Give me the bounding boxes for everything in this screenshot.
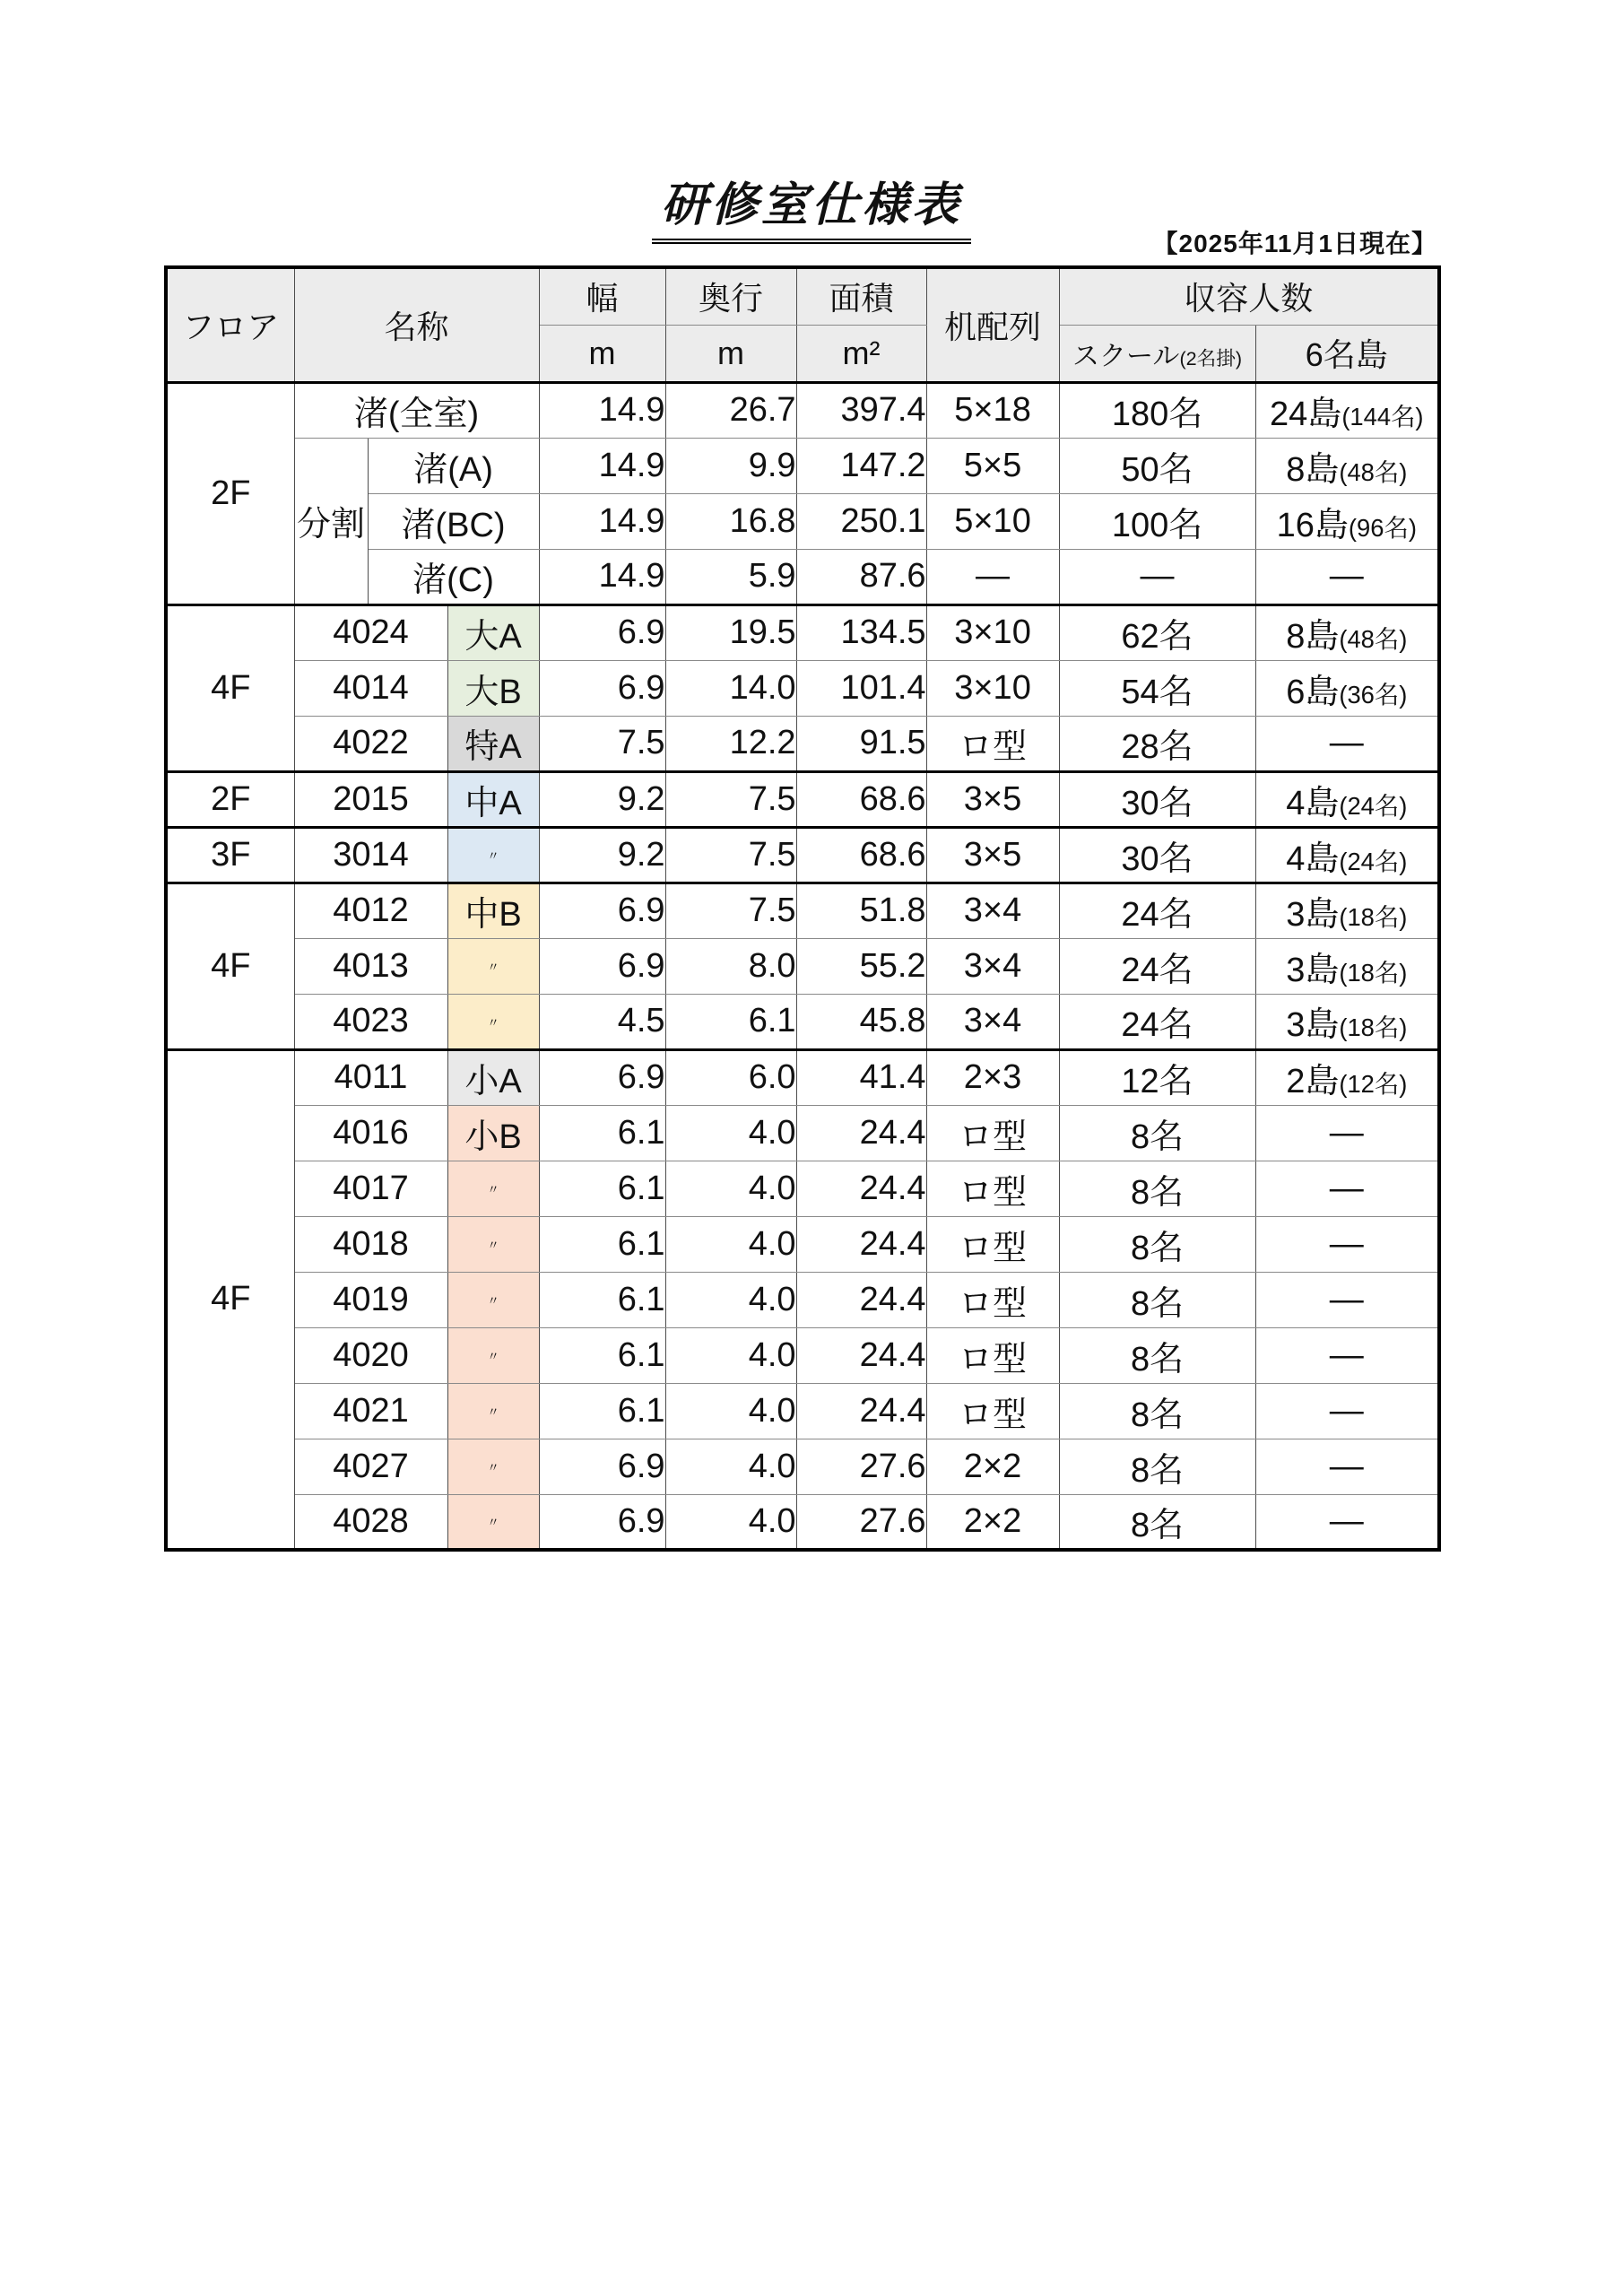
paren-small-text: (24名) (1339, 847, 1408, 875)
room-type-cell: 大B (447, 660, 539, 716)
width-value-cell: 6.1 (539, 1272, 665, 1327)
paren-small-text: (24名) (1339, 791, 1408, 820)
depth-value-cell: 4.0 (665, 1216, 796, 1272)
school-capacity-cell: — (1059, 549, 1255, 604)
paren-small-text: (144名) (1341, 403, 1424, 430)
header-school (1059, 325, 1255, 382)
spec-table (164, 265, 1441, 1552)
room-type-cell: 中A (447, 771, 539, 827)
width-value-cell: 6.9 (539, 938, 665, 994)
split-label-cell: 分割 (294, 438, 368, 604)
table-row (166, 660, 1439, 716)
area-value-cell: 134.5 (796, 604, 926, 660)
area-value-cell: 27.6 (796, 1439, 926, 1494)
area-value-cell: 24.4 (796, 1161, 926, 1216)
room-type-cell: 〃 (447, 1383, 539, 1439)
room-type-cell: 〃 (447, 1439, 539, 1494)
island-capacity-cell: 6島(36名) (1255, 660, 1439, 716)
desk-layout-cell: ロ型 (926, 1383, 1059, 1439)
school-capacity-cell: 8名 (1059, 1272, 1255, 1327)
desk-layout-cell: ロ型 (926, 1327, 1059, 1383)
room-name-cell: 4011 (294, 1049, 447, 1105)
width-value-cell: 9.2 (539, 771, 665, 827)
room-name-cell: 4021 (294, 1383, 447, 1439)
island-capacity-cell: — (1255, 1272, 1439, 1327)
table-row (166, 771, 1439, 827)
paren-small-text: (48名) (1339, 625, 1408, 653)
table-row (166, 827, 1439, 883)
width-value-cell: 14.9 (539, 493, 665, 549)
area-value-cell: 24.4 (796, 1105, 926, 1161)
room-name-cell: 渚(BC) (368, 493, 539, 549)
island-capacity-cell: 2島(12名) (1255, 1049, 1439, 1105)
desk-layout-cell: ロ型 (926, 1216, 1059, 1272)
depth-value-cell: 4.0 (665, 1272, 796, 1327)
room-type-cell: 〃 (447, 1327, 539, 1383)
desk-layout-cell: 3×5 (926, 771, 1059, 827)
paren-small-text: (96名) (1348, 513, 1417, 542)
desk-layout-cell: 2×2 (926, 1494, 1059, 1550)
depth-value-cell: 16.8 (665, 493, 796, 549)
school-capacity-cell: 50名 (1059, 438, 1255, 493)
floor-cell: 2F (166, 771, 294, 827)
island-capacity-cell: 16島(96名) (1255, 493, 1439, 549)
island-capacity-cell: — (1255, 1439, 1439, 1494)
width-value-cell: 14.9 (539, 438, 665, 493)
depth-value-cell: 7.5 (665, 883, 796, 938)
width-value-cell: 6.1 (539, 1216, 665, 1272)
room-type-cell: 大A (447, 604, 539, 660)
table-row (166, 1327, 1439, 1383)
desk-layout-cell: 2×2 (926, 1439, 1059, 1494)
room-type-cell: 小A (447, 1049, 539, 1105)
area-value-cell: 27.6 (796, 1494, 926, 1550)
depth-value-cell: 4.0 (665, 1161, 796, 1216)
width-value-cell: 6.1 (539, 1105, 665, 1161)
island-capacity-cell: 3島(18名) (1255, 938, 1439, 994)
island-capacity-cell: — (1255, 1216, 1439, 1272)
width-value-cell: 6.9 (539, 1494, 665, 1550)
depth-value-cell: 5.9 (665, 549, 796, 604)
island-capacity-cell: 24島(144名) (1255, 382, 1439, 438)
desk-layout-cell: 3×10 (926, 604, 1059, 660)
island-capacity-cell: — (1255, 1383, 1439, 1439)
table-row (166, 1161, 1439, 1216)
room-type-cell: 〃 (447, 938, 539, 994)
school-capacity-cell: 8名 (1059, 1105, 1255, 1161)
school-capacity-cell: 62名 (1059, 604, 1255, 660)
width-value-cell: 14.9 (539, 382, 665, 438)
depth-value-cell: 4.0 (665, 1494, 796, 1550)
school-capacity-cell: 30名 (1059, 827, 1255, 883)
desk-layout-cell: 5×18 (926, 382, 1059, 438)
school-capacity-cell: 24名 (1059, 994, 1255, 1049)
area-value-cell: 147.2 (796, 438, 926, 493)
room-name-cell: 4022 (294, 716, 447, 771)
area-value-cell: 24.4 (796, 1327, 926, 1383)
width-value-cell: 6.9 (539, 604, 665, 660)
area-value-cell: 41.4 (796, 1049, 926, 1105)
room-name-cell: 4012 (294, 883, 447, 938)
floor-cell: 3F (166, 827, 294, 883)
room-name-cell: 4016 (294, 1105, 447, 1161)
area-value-cell: 55.2 (796, 938, 926, 994)
header-area: 面積 (796, 267, 926, 325)
island-capacity-cell: 3島(18名) (1255, 994, 1439, 1049)
table-row (166, 716, 1439, 771)
table-body (166, 382, 1439, 1550)
floor-cell: 4F (166, 883, 294, 1049)
table-row (166, 1216, 1439, 1272)
area-value-cell: 101.4 (796, 660, 926, 716)
room-type-cell: 特A (447, 716, 539, 771)
header-width: 幅 (539, 267, 665, 325)
area-value-cell: 91.5 (796, 716, 926, 771)
room-name-cell: 4017 (294, 1161, 447, 1216)
room-type-cell: 〃 (447, 827, 539, 883)
school-capacity-cell: 54名 (1059, 660, 1255, 716)
room-name-cell: 2015 (294, 771, 447, 827)
depth-value-cell: 14.0 (665, 660, 796, 716)
header-depth: 奥行 (665, 267, 796, 325)
table-row (166, 938, 1439, 994)
table-row (166, 1439, 1439, 1494)
desk-layout-cell: 3×4 (926, 883, 1059, 938)
school-capacity-cell: 8名 (1059, 1216, 1255, 1272)
desk-layout-cell: ロ型 (926, 1272, 1059, 1327)
desk-layout-cell: 3×4 (926, 994, 1059, 1049)
floor-cell: 4F (166, 1049, 294, 1550)
desk-layout-cell: 5×5 (926, 438, 1059, 493)
school-capacity-cell: 30名 (1059, 771, 1255, 827)
table-row (166, 994, 1439, 1049)
depth-value-cell: 7.5 (665, 771, 796, 827)
depth-value-cell: 19.5 (665, 604, 796, 660)
paren-small-text: (18名) (1339, 903, 1408, 931)
header-school-main: スクール (1072, 341, 1180, 371)
width-value-cell: 14.9 (539, 549, 665, 604)
table-row (166, 604, 1439, 660)
island-capacity-cell: 4島(24名) (1255, 827, 1439, 883)
area-value-cell: 250.1 (796, 493, 926, 549)
page-title: 研修室仕様表 (652, 167, 971, 244)
desk-layout-cell: ロ型 (926, 1161, 1059, 1216)
header-capacity: 収容人数 (1059, 267, 1439, 325)
room-type-cell: 〃 (447, 994, 539, 1049)
island-capacity-cell: 8島(48名) (1255, 438, 1439, 493)
room-type-cell: 〃 (447, 1161, 539, 1216)
island-capacity-cell: — (1255, 1327, 1439, 1383)
school-capacity-cell: 28名 (1059, 716, 1255, 771)
depth-value-cell: 7.5 (665, 827, 796, 883)
area-value-cell: 24.4 (796, 1216, 926, 1272)
width-value-cell: 6.9 (539, 883, 665, 938)
depth-value-cell: 9.9 (665, 438, 796, 493)
table-row (166, 1494, 1439, 1550)
island-capacity-cell: — (1255, 716, 1439, 771)
width-value-cell: 4.5 (539, 994, 665, 1049)
room-name-cell: 4023 (294, 994, 447, 1049)
table-row (166, 1105, 1439, 1161)
depth-value-cell: 26.7 (665, 382, 796, 438)
room-type-cell: 〃 (447, 1494, 539, 1550)
room-name-cell: 4020 (294, 1327, 447, 1383)
table-row (166, 883, 1439, 938)
desk-layout-cell: ロ型 (926, 1105, 1059, 1161)
island-capacity-cell: — (1255, 1494, 1439, 1550)
header-desk-layout: 机配列 (926, 267, 1059, 382)
depth-value-cell: 8.0 (665, 938, 796, 994)
room-name-cell: 3014 (294, 827, 447, 883)
floor-cell: 4F (166, 604, 294, 771)
depth-value-cell: 4.0 (665, 1105, 796, 1161)
island-capacity-cell: — (1255, 549, 1439, 604)
school-capacity-cell: 180名 (1059, 382, 1255, 438)
width-value-cell: 6.1 (539, 1327, 665, 1383)
island-capacity-cell: — (1255, 1105, 1439, 1161)
room-name-cell: 渚(A) (368, 438, 539, 493)
table-header (166, 267, 1439, 382)
table-row (166, 382, 1439, 438)
area-value-cell: 45.8 (796, 994, 926, 1049)
room-name-cell: 4019 (294, 1272, 447, 1327)
desk-layout-cell: 3×10 (926, 660, 1059, 716)
room-type-cell: 中B (447, 883, 539, 938)
school-capacity-cell: 24名 (1059, 938, 1255, 994)
paren-small-text: (18名) (1339, 958, 1408, 987)
school-capacity-cell: 8名 (1059, 1494, 1255, 1550)
room-type-cell: 小B (447, 1105, 539, 1161)
depth-value-cell: 6.1 (665, 994, 796, 1049)
width-value-cell: 6.1 (539, 1161, 665, 1216)
room-name-cell: 渚(C) (368, 549, 539, 604)
depth-value-cell: 4.0 (665, 1439, 796, 1494)
depth-value-cell: 4.0 (665, 1383, 796, 1439)
width-value-cell: 6.9 (539, 660, 665, 716)
island-capacity-cell: 3島(18名) (1255, 883, 1439, 938)
school-capacity-cell: 8名 (1059, 1383, 1255, 1439)
table-row (166, 438, 1439, 493)
desk-layout-cell: 5×10 (926, 493, 1059, 549)
area-value-cell: 24.4 (796, 1383, 926, 1439)
island-capacity-cell: 4島(24名) (1255, 771, 1439, 827)
width-value-cell: 6.9 (539, 1439, 665, 1494)
width-value-cell: 6.1 (539, 1383, 665, 1439)
room-name-cell: 4024 (294, 604, 447, 660)
header-island: 6名島 (1255, 325, 1439, 382)
school-capacity-cell: 24名 (1059, 883, 1255, 938)
paren-small-text: (48名) (1339, 457, 1408, 486)
width-value-cell: 7.5 (539, 716, 665, 771)
room-type-cell: 〃 (447, 1272, 539, 1327)
school-capacity-cell: 8名 (1059, 1327, 1255, 1383)
school-capacity-cell: 8名 (1059, 1439, 1255, 1494)
header-school-paren: (2名掛) (1179, 346, 1243, 370)
area-value-cell: 87.6 (796, 549, 926, 604)
header-floor: フロア (166, 267, 294, 382)
paren-small-text: (36名) (1339, 680, 1408, 709)
desk-layout-cell: 3×5 (926, 827, 1059, 883)
paren-small-text: (18名) (1339, 1013, 1408, 1041)
room-name-cell: 4018 (294, 1216, 447, 1272)
room-name-cell: 4013 (294, 938, 447, 994)
table-row (166, 1049, 1439, 1105)
width-value-cell: 6.9 (539, 1049, 665, 1105)
desk-layout-cell: — (926, 549, 1059, 604)
room-name-cell: 渚(全室) (294, 382, 539, 438)
area-value-cell: 397.4 (796, 382, 926, 438)
desk-layout-cell: ロ型 (926, 716, 1059, 771)
school-capacity-cell: 8名 (1059, 1161, 1255, 1216)
header-unit-depth: m (665, 325, 796, 382)
island-capacity-cell: 8島(48名) (1255, 604, 1439, 660)
desk-layout-cell: 3×4 (926, 938, 1059, 994)
width-value-cell: 9.2 (539, 827, 665, 883)
header-unit-width: m (539, 325, 665, 382)
date-note: 【2025年11月1日現在】 (1152, 230, 1437, 257)
header-unit-area: m² (796, 325, 926, 382)
header-name: 名称 (294, 267, 539, 382)
depth-value-cell: 12.2 (665, 716, 796, 771)
room-name-cell: 4027 (294, 1439, 447, 1494)
depth-value-cell: 6.0 (665, 1049, 796, 1105)
table-row (166, 1272, 1439, 1327)
area-value-cell: 68.6 (796, 771, 926, 827)
paren-small-text: (12名) (1339, 1070, 1408, 1098)
area-value-cell: 68.6 (796, 827, 926, 883)
room-name-cell: 4028 (294, 1494, 447, 1550)
depth-value-cell: 4.0 (665, 1327, 796, 1383)
room-type-cell: 〃 (447, 1216, 539, 1272)
desk-layout-cell: 2×3 (926, 1049, 1059, 1105)
area-value-cell: 51.8 (796, 883, 926, 938)
school-capacity-cell: 100名 (1059, 493, 1255, 549)
room-name-cell: 4014 (294, 660, 447, 716)
school-capacity-cell: 12名 (1059, 1049, 1255, 1105)
island-capacity-cell: — (1255, 1161, 1439, 1216)
area-value-cell: 24.4 (796, 1272, 926, 1327)
table-row (166, 1383, 1439, 1439)
floor-cell: 2F (166, 382, 294, 604)
